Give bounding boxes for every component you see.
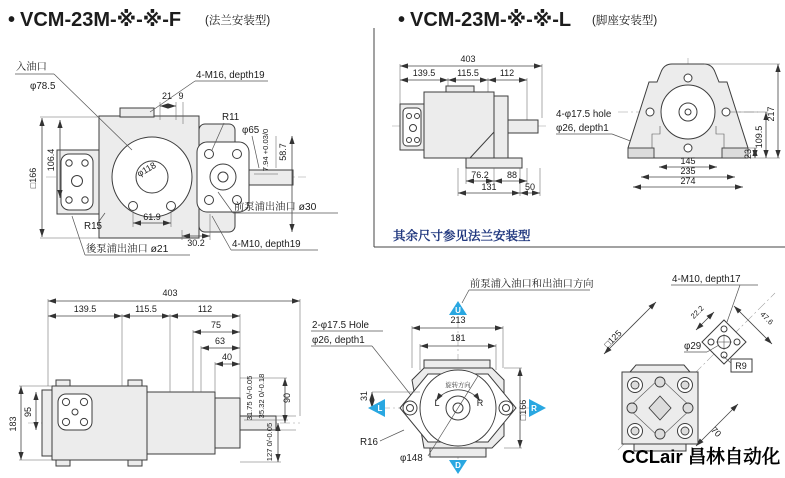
flange-title-block bbox=[8, 9, 270, 31]
front-dim-181: 181 bbox=[450, 333, 466, 343]
key-height-tol: 7.94 +0.03/0 bbox=[261, 128, 270, 172]
front-dim-213: 213 bbox=[450, 315, 466, 325]
flange-bullet: • bbox=[8, 9, 16, 31]
side-dim-127: 127 0/-0.05 bbox=[265, 422, 274, 462]
dim-58-7: 58.7 bbox=[278, 143, 288, 161]
foot-bullet: • bbox=[398, 9, 406, 31]
marker-left: L bbox=[377, 404, 383, 413]
rear-port-label: 後泵浦出油口 ø21 bbox=[86, 244, 169, 255]
dim-21: 21 bbox=[161, 91, 173, 101]
foot-dim-115-5: 115.5 bbox=[457, 68, 479, 78]
dim-sq166: □166 bbox=[28, 167, 38, 189]
front-port-label: 前泵浦出油口 ø30 bbox=[234, 202, 317, 213]
pilot-dia-label: φ118 bbox=[135, 160, 158, 179]
foot-dim-50: 50 bbox=[524, 182, 536, 192]
foot-dim-145: 145 bbox=[680, 156, 696, 166]
dim-30-2: 30.2 bbox=[187, 238, 205, 248]
foot-dim-403: 403 bbox=[460, 54, 476, 64]
rear-dim-29: φ29 bbox=[684, 341, 702, 352]
front-view bbox=[311, 277, 594, 474]
foot-dim-23: 23 bbox=[743, 148, 753, 160]
foot-dim-76-2: 76.2 bbox=[471, 170, 489, 180]
shaft-dia-label: φ65 bbox=[242, 125, 260, 136]
inlet-dia-label: φ78.5 bbox=[30, 81, 56, 92]
side-dim-112: 112 bbox=[197, 304, 213, 314]
side-dim-95: 95 bbox=[23, 406, 33, 418]
marker-down: D bbox=[455, 461, 461, 470]
r11-label: R11 bbox=[222, 112, 240, 123]
dim-61-9: 61.9 bbox=[143, 212, 161, 222]
foot-dim-217: 217 bbox=[766, 106, 776, 122]
marker-up: U bbox=[455, 306, 461, 315]
side-dim-115-5: 115.5 bbox=[135, 304, 157, 314]
rotation-r: R bbox=[476, 398, 484, 408]
foot-subtitle: (脚座安装型) bbox=[592, 15, 658, 27]
side-dim-139-5: 139.5 bbox=[73, 304, 97, 314]
foot-dim-109-5: 109.5 bbox=[754, 125, 764, 149]
foot-side-view bbox=[392, 54, 646, 196]
front-hole-label: 2-φ17.5 Hole bbox=[312, 320, 370, 331]
brand-watermark: CCLair 昌林自动化 bbox=[622, 446, 781, 467]
front-hole-depth-label: φ26, depth1 bbox=[312, 335, 365, 346]
foot-hole-depth-label: φ26, depth1 bbox=[556, 123, 609, 134]
dim-106-4: 106.4 bbox=[46, 148, 56, 172]
rotation-direction-label: 旋转方向 bbox=[445, 382, 471, 389]
rear-dim-sq125: □125 bbox=[602, 328, 624, 350]
foot-note: 其余尺寸参见法兰安装型 bbox=[393, 229, 531, 243]
foot-model-title: VCM-23M-※-※-L bbox=[410, 9, 572, 31]
side-dim-31-75: 31.75 0/-0.05 bbox=[245, 375, 254, 421]
flange-subtitle: (法兰安装型) bbox=[205, 15, 271, 27]
side-dim-75: 75 bbox=[210, 320, 222, 330]
foot-front-view bbox=[618, 58, 780, 187]
foot-dim-235: 235 bbox=[680, 166, 696, 176]
side-dim-35-32: 35.32 0/-0.18 bbox=[257, 373, 266, 419]
inlet-port-label: 入油口 bbox=[16, 62, 47, 73]
rear-dim-47-6: 47.6 bbox=[758, 309, 776, 327]
marker-right: R bbox=[531, 404, 537, 413]
rear-r9-label: R9 bbox=[735, 361, 747, 371]
tap-front-label: 4-M10, depth19 bbox=[232, 239, 301, 250]
rotation-l: L bbox=[434, 398, 440, 408]
foot-dim-131: 131 bbox=[481, 182, 497, 192]
rear-tap-label: 4-M10, depth17 bbox=[672, 274, 741, 285]
side-dim-403: 403 bbox=[162, 288, 178, 298]
foot-dim-88: 88 bbox=[506, 170, 518, 180]
foot-dim-112: 112 bbox=[499, 68, 515, 78]
front-r16-label: R16 bbox=[360, 437, 378, 448]
side-dim-40: 40 bbox=[221, 352, 233, 362]
foot-dim-274: 274 bbox=[680, 176, 696, 186]
side-view bbox=[8, 288, 300, 466]
rear-view bbox=[602, 274, 775, 451]
flange-side-view bbox=[15, 60, 338, 255]
foot-title-block bbox=[398, 9, 657, 31]
side-dim-183: 183 bbox=[8, 416, 18, 432]
side-dim-63: 63 bbox=[214, 336, 226, 346]
foot-dim-139-5: 139.5 bbox=[412, 68, 436, 78]
port-direction-label: 前泵浦入油口和出油口方向 bbox=[470, 279, 594, 290]
flange-model-title: VCM-23M-※-※-F bbox=[20, 9, 182, 31]
front-dim-sq166: □166 bbox=[518, 399, 528, 421]
foot-hole-label: 4-φ17.5 hole bbox=[556, 109, 612, 120]
tap-top-label: 4-M16, depth19 bbox=[196, 70, 265, 81]
front-dim-148: φ148 bbox=[400, 453, 423, 464]
dim-9: 9 bbox=[178, 91, 184, 101]
side-dim-90: 90 bbox=[282, 392, 292, 404]
rear-dim-70: 70 bbox=[709, 424, 724, 439]
rear-dim-22-2: 22.2 bbox=[688, 303, 706, 321]
front-dim-31: 31 bbox=[359, 390, 369, 402]
r15-label: R15 bbox=[84, 221, 102, 232]
